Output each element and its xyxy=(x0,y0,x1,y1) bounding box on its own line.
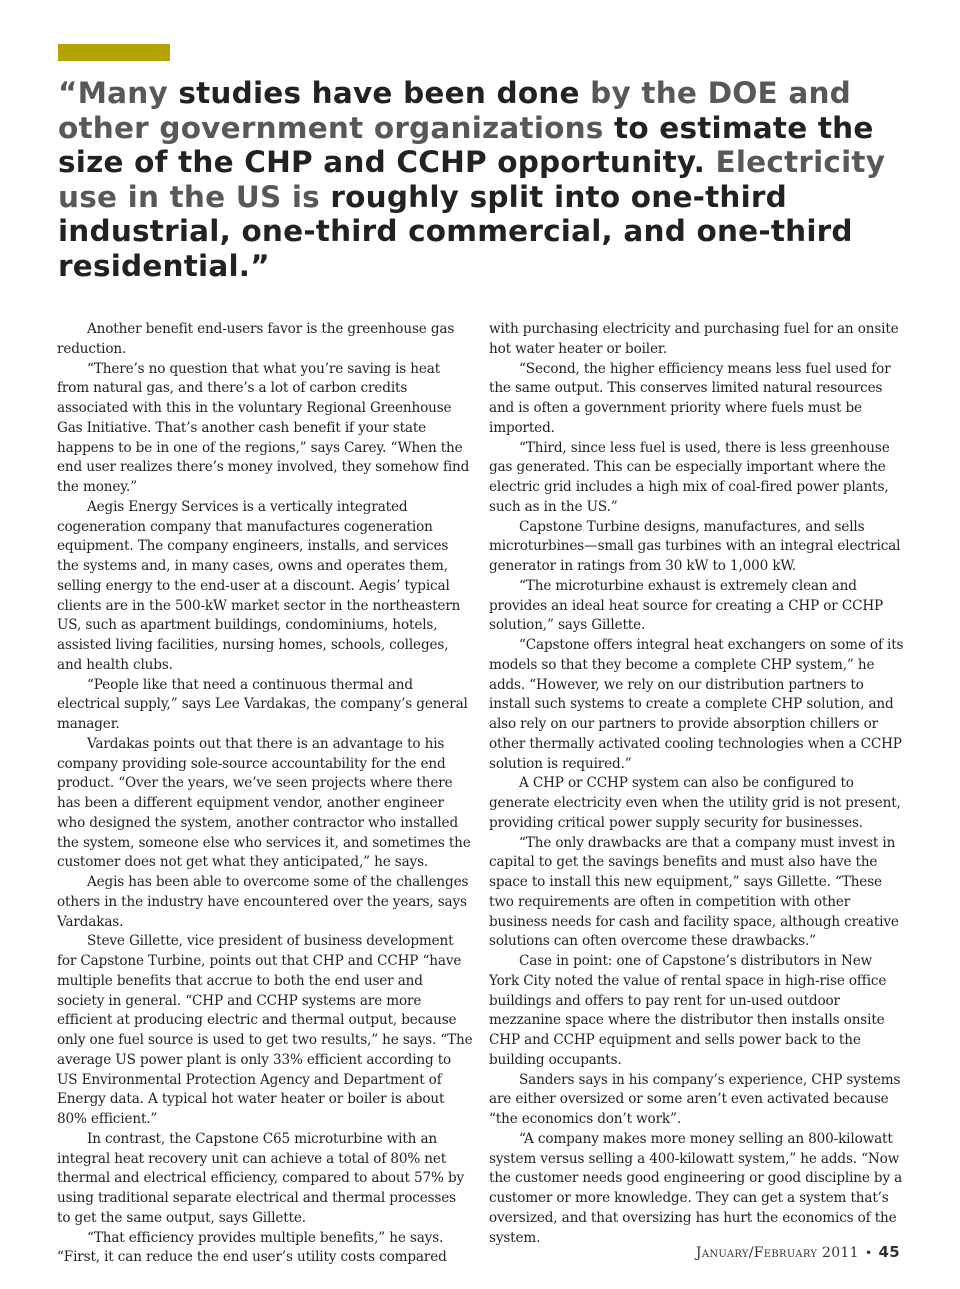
paragraph: “Second, the higher efficiency means less fuel used for the same output. This conserves limited natural resources and is often a government priority where fuels must be imported. xyxy=(489,360,891,436)
right-column xyxy=(489,320,905,1248)
paragraph: Another benefit end-users favor is the greenhouse gas reduction. xyxy=(57,321,455,357)
paragraph: Aegis Energy Services is a vertically integrated cogeneration company that manufactures cogeneration equipment. The company engineers, installs, and services the systems and, in many cases, owns and operates them, selling energy to the end-user at a discount. Aegis’ typical clients are in the 500-kW market sector in the northeastern US, such as apartment buildings, condominiums, hotels, assisted living facilities, nursing homes, schools, colleges, and health clubs. xyxy=(57,498,461,673)
pull-quote xyxy=(58,76,918,283)
paragraph: “Capstone offers integral heat exchangers on some of its models so that they become a complete CHP system,” he adds. “However, we rely on our distribution partners to install such systems to create a complete CHP solution, and also rely on our partners to provide absorption chillers or other thermally activated cooling technologies when a CCHP solution is required.” xyxy=(489,637,904,772)
paragraph: “That efficiency provides multiple benefits,” he says. “First, it can reduce the end user’s utility costs compared xyxy=(57,1229,447,1266)
paragraph: Aegis has been able to overcome some of the challenges others in the industry have encountered over the years, says Vardakas. xyxy=(57,874,469,930)
paragraph: “Third, since less fuel is used, there is less greenhouse gas generated. This can be especially important where the electric grid includes a high mix of coal-fired power plants, such as in the US.” xyxy=(489,439,890,515)
paragraph: with purchasing electricity and purchasing fuel for an onsite hot water heater or boiler. xyxy=(489,321,899,357)
page-footer xyxy=(696,1243,900,1261)
page-number: 45 xyxy=(878,1243,900,1261)
paragraph: “People like that need a continuous thermal and electrical supply,” says Lee Vardakas, the company’s general manager. xyxy=(57,676,468,732)
paragraph: “The only drawbacks are that a company must invest in capital to get the savings benefits and must also have the space to install this new equipment,” says Gillette. “These two requirements are often in competition with other business needs for cash and facility space, although creative solutions can often overcome these drawbacks.” xyxy=(489,834,899,950)
issue-date: January/February 2011 xyxy=(695,1245,859,1261)
paragraph: In contrast, the Capstone C65 microturbine with an integral heat recovery unit can achieve a total of 80% net thermal and electrical efficiency, compared to about 57% by using traditional separate electrical and thermal processes to get the same output, says Gillette. xyxy=(57,1130,465,1226)
footer-bullet: • xyxy=(864,1245,873,1260)
pull-quote-segment: studies have been done xyxy=(178,76,591,110)
pull-quote-segment: “Many xyxy=(58,76,179,110)
paragraph: Capstone Turbine designs, manufactures, and sells microturbines—small gas turbines with an integral electrical generator in ratings from 30 kW to 1,000 kW. xyxy=(489,518,901,574)
left-column xyxy=(57,320,473,1268)
paragraph: Steve Gillette, vice president of business development for Capstone Turbine, points out that CHP and CCHP “have multiple benefits that accrue to both the end user and society in general. “CHP and CCHP systems are more efficient at producing electric and thermal output, because only one fuel source is used to get two results,” he says. “The average US power plant is only 33% efficient according to US Environmental Protection Agency and Department of Energy data. A typical hot water heater or boiler is about 80% efficient.” xyxy=(57,933,473,1127)
paragraph: Sanders says in his company’s experience, CHP systems are either oversized or some aren’t even activated because “the economics don’t work”. xyxy=(489,1071,901,1127)
pull-quote-segment: to estimate the size of the CHP and CCHP opportunity. xyxy=(58,110,874,179)
pull-quote-segment: Electricity use in the US is xyxy=(58,145,886,214)
pull-quote-segment: roughly split into one-third industrial, one-third commercial, and one-third residential.” xyxy=(58,179,853,283)
paragraph: “The microturbine exhaust is extremely clean and provides an ideal heat source for creating a CHP or CCHP solution,” says Gillette. xyxy=(489,577,884,634)
pull-quote-segment: by the DOE and other government organizations xyxy=(58,76,851,145)
accent-bar xyxy=(58,44,170,61)
paragraph: A CHP or CCHP system can also be configured to generate electricity even when the utility grid is not present, providing critical power supply security for businesses. xyxy=(489,775,901,831)
paragraph: Vardakas points out that there is an advantage to his company providing sole-source accountability for the end product. “Over the years, we’ve seen projects where there has been a different equipment vendor, another engineer who designed the system, another contractor who installed the system, someone else who services it, and sometimes the customer does not get what they anticipated,” he says. xyxy=(57,735,471,871)
paragraph: Case in point: one of Capstone’s distributors in New York City noted the value of rental space in high-rise office buildings and offers to pay rent for un-used outdoor mezzanine space where the distributor then installs onsite CHP and CCHP equipment and sells power back to the building occupants. xyxy=(489,953,887,1068)
paragraph: “A company makes more money selling an 800-kilowatt system versus selling a 400-kilowatt system,” he adds. “Now the customer needs good engineering or good discipline by a customer or more knowledge. They can get a system that’s oversized, and that oversizing has hurt the economics of the system. xyxy=(489,1130,903,1246)
paragraph: “There’s no question that what you’re saving is heat from natural gas, and there’s a lot of carbon credits associated with this in the voluntary Regional Greenhouse Gas Initiative. That’s another cash benefit if your state happens to be in one of the regions,” says Carey. “When the end user realizes there’s money involved, they somehow find the money.” xyxy=(57,360,470,495)
